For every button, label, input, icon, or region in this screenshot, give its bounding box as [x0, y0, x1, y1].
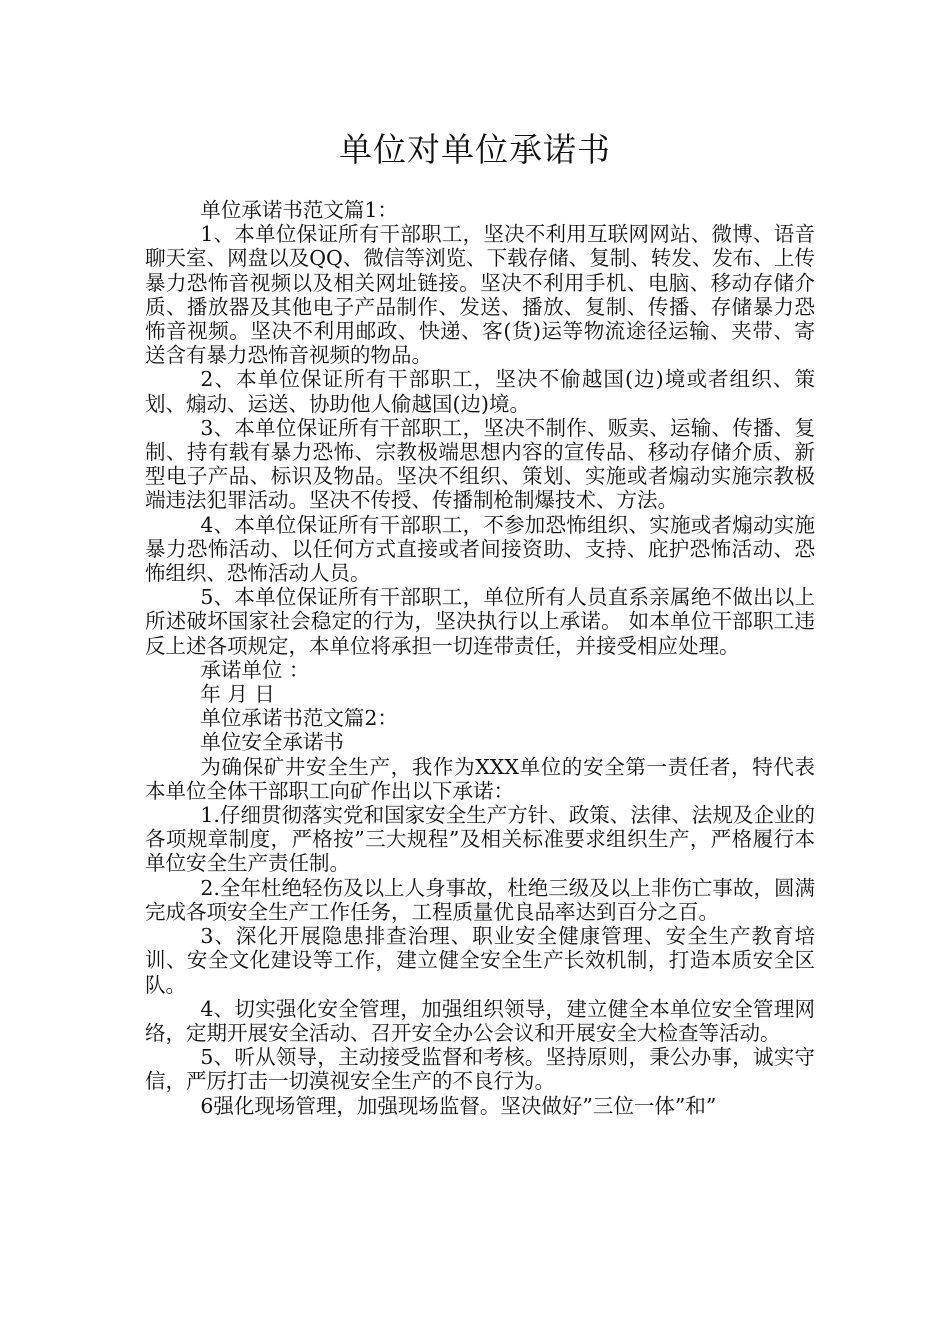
section-heading: 单位承诺书范文篇1： [200, 198, 398, 222]
paragraph: 6强化现场管理，加强现场监督。坚决做好”三位一体”和” [200, 1093, 717, 1118]
paragraph: 5、听从领导，主动接受监督和考核。坚持原则，秉公办事，诚实守信，严厉打击一切漠视安全生产的不良行为。 [145, 1045, 815, 1094]
paragraph: 为确保矿井安全生产，我作为XXX单位的安全第一责任者，特代表本单位全体干部职工向矿作出以下承诺： [145, 754, 815, 803]
paragraph: 4、切实强化安全管理，加强组织领导，建立健全本单位安全管理网络，定期开展安全活动、召开安全办公会议和开展安全大检查等活动。 [145, 996, 815, 1045]
paragraph: 3、深化开展隐患排查治理、职业安全健康管理、安全生产教育培训、安全文化建设等工作，建立健全安全生产长效机制，打造本质安全区队。 [145, 924, 815, 997]
paragraph: 5、本单位保证所有干部职工，单位所有人员直系亲属绝不做出以上所述破坏国家社会稳定的行为，坚决执行以上承诺。 如本单位干部职工违反上述各项规定，本单位将承担一切连带责任，并接受相应处理。 [145, 585, 815, 658]
subtitle: 单位安全承诺书 [200, 730, 344, 755]
paragraph: 2、本单位保证所有干部职工，坚决不偷越国(边)境或者组织、策划、煽动、运送、协助他人偷越国(边)境。 [145, 367, 815, 416]
paragraph: 1、本单位保证所有干部职工，坚决不利用互联网网站、微博、语音聊天室、网盘以及QQ、微信等浏览、下载存储、复制、转发、发布、上传暴力恐怖音视频以及相关网址链接。坚决不利用手机、电脑、移动存储介质、播放器及其他电子产品制作、发送、播放、复制、传播、存储暴力恐怖音视频。坚决不利用邮政、快递、客(货)运等物流途径运输、夹带、寄送含有暴力恐怖音视频的物品。 [145, 222, 815, 368]
section-heading: 单位承诺书范文篇2： [200, 706, 398, 731]
paragraph: 4、本单位保证所有干部职工，不参加恐怖组织、实施或者煽动实施暴力恐怖活动、以任何方式直接或者间接资助、支持、庇护恐怖活动、恐怖组织、恐怖活动人员。 [145, 512, 815, 586]
date-line: 年 月 日 [200, 682, 275, 707]
paragraph: 3、本单位保证所有干部职工，坚决不制作、贩卖、运输、传播、复制、持有载有暴力恐怖、宗教极端思想内容的宣传品、移动存储介质、新型电子产品、标识及物品。坚决不组织、策划、实施或者煽动实施宗教极端违法犯罪活动。坚决不传授、传播制枪制爆技术、方法。 [145, 415, 815, 513]
paragraph: 2.全年杜绝轻伤及以上人身事故，杜绝三级及以上非伤亡事故，圆满完成各项安全生产工作任务，工程质量优良品率达到百分之百。 [145, 875, 815, 924]
document-body [145, 198, 815, 1118]
document-title: 单位对单位承诺书 [339, 130, 611, 169]
signature-unit-line: 承诺单位 ： [200, 657, 310, 682]
paragraph: 1.仔细贯彻落实党和国家安全生产方针、政策、法律、法规及企业的各项规章制度，严格按”三大规程”及相关标准要求组织生产，严格履行本单位安全生产责任制。 [145, 803, 815, 876]
